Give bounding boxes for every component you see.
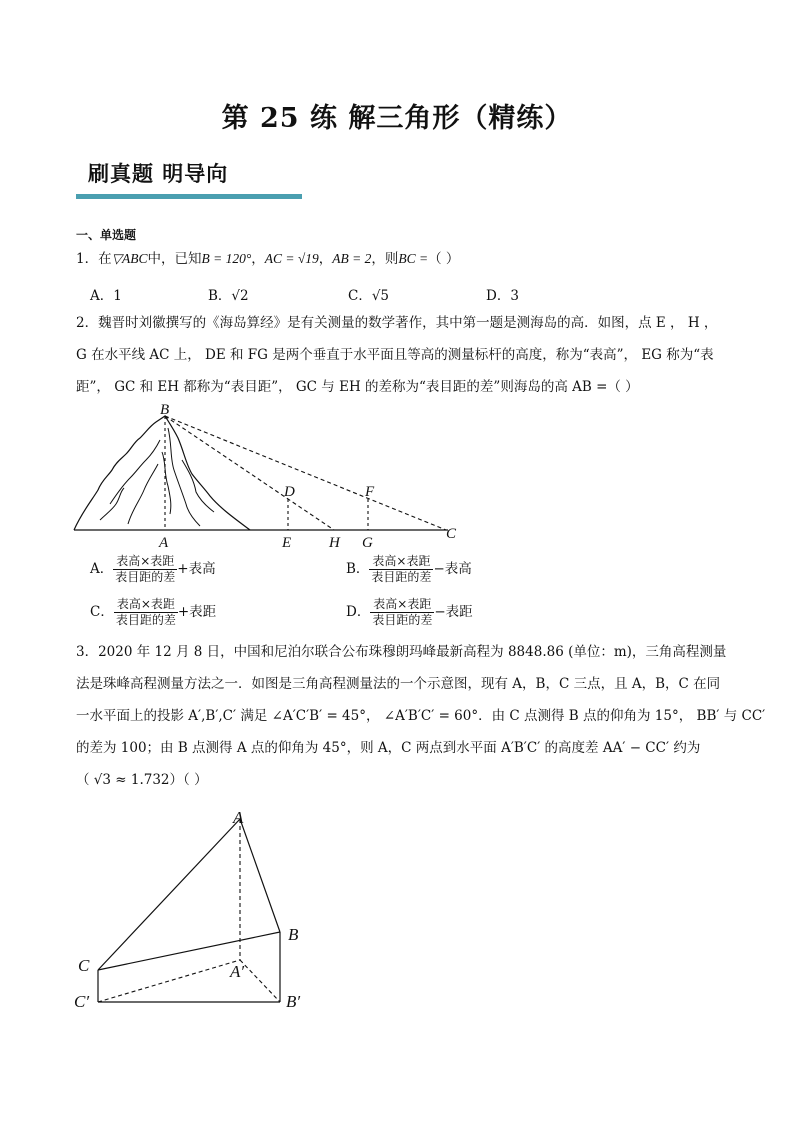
- q2-option-a-tail: 表高: [188, 561, 216, 577]
- label-a: A: [233, 808, 244, 827]
- q1-cond2: AC = √19: [264, 251, 319, 266]
- label-c-prime: C′: [74, 992, 90, 1011]
- edge-cb: [98, 932, 280, 970]
- fraction-denominator: 表目距的差: [371, 570, 432, 584]
- label-b-prime: B′: [286, 992, 301, 1011]
- label-b: B: [288, 925, 299, 944]
- q2-option-b-operator: −: [433, 561, 445, 577]
- q2-option-d-fraction: [370, 597, 434, 628]
- q2-option-d-tail: 表距: [445, 604, 473, 620]
- fraction-numerator: 表高×表距: [370, 597, 434, 613]
- q1-option-a[interactable]: A．1: [90, 288, 122, 304]
- island-contour: [182, 460, 214, 512]
- q3-line-4: 的差为 100；由 B 点测得 A 点的仰角为 45°，则 A，C 两点到水平面 A′B′C′ 的高度差 AA′ − CC′ 约为: [76, 740, 701, 756]
- q2-option-d-letter: D．: [346, 604, 371, 620]
- fraction-numerator: 表高×表距: [113, 554, 177, 570]
- q3-line-5: （ √3 ≈ 1.732）（ ）: [76, 772, 208, 788]
- q1-stem: 1．在▽ABC中，已知B = 120°，AC = √19，AB = 2，则BC =（ ）: [76, 251, 460, 267]
- q2-option-a[interactable]: [90, 554, 216, 585]
- label-g: G: [362, 535, 373, 551]
- q1-option-b[interactable]: B．√2: [208, 288, 249, 304]
- q1-cond1: B = 120°: [201, 251, 252, 266]
- q2-option-a-operator: +: [177, 561, 189, 577]
- page-title: 第 25 练 解三角形（精练）: [221, 103, 573, 134]
- q2-line-1: 2．魏晋时刘徽撰写的《海岛算经》是有关测量的数学著作，其中第一题是测海岛的高．如图，点 E ， H ，: [76, 315, 718, 331]
- q2-option-a-fraction: [113, 554, 177, 585]
- edge-ca: [98, 819, 240, 970]
- q3-line-2: 法是珠峰高程测量方法之一．如图是三角高程测量法的一个示意图，现有 A，B，C 三点，且 A，B，C 在同: [76, 676, 721, 692]
- q1-paren: （ ）: [428, 251, 460, 267]
- q1-triangle: ▽ABC: [111, 251, 148, 266]
- q2-option-d[interactable]: [346, 597, 473, 628]
- q1-stem-post: ，则: [371, 251, 399, 267]
- edge-a-b-base-hidden: [240, 960, 280, 1002]
- island-contour: [162, 452, 171, 514]
- q2-option-b-tail: 表高: [444, 561, 472, 577]
- label-c: C: [446, 526, 457, 542]
- q3-line-3: 一水平面上的投影 A′,B′,C′ 满足 ∠A′C′B′ = 45°， ∠A′B′C′ = 60°．由 C 点测得 B 点的仰角为 15°， BB′ 与 CC′: [76, 708, 766, 724]
- q2-option-c-tail: 表距: [189, 604, 217, 620]
- fraction-denominator: 表目距的差: [372, 613, 433, 627]
- fraction-denominator: 表目距的差: [115, 613, 176, 627]
- section-heading: 刷真题 明导向: [88, 161, 229, 186]
- fraction-numerator: 表高×表距: [369, 554, 433, 570]
- label-e: E: [282, 535, 292, 551]
- q1-cond3: AB = 2: [332, 251, 372, 266]
- q2-option-b[interactable]: [346, 554, 472, 585]
- q2-option-b-fraction: [369, 554, 433, 585]
- q2-option-a-letter: A．: [90, 561, 114, 577]
- q2-option-b-letter: B．: [346, 561, 370, 577]
- q2-line-3: 距”， GC 和 EH 都称为“表目距”， GC 与 EH 的差称为“表目距的差”则海岛的高 AB =（ ）: [76, 379, 639, 395]
- section-underline: [76, 194, 302, 199]
- q2-option-c[interactable]: [90, 597, 216, 628]
- sight-line-bc: [165, 416, 446, 530]
- q1-option-d[interactable]: D．3: [486, 288, 519, 304]
- fraction-numerator: 表高×表距: [114, 597, 178, 613]
- q2-option-c-fraction: [114, 597, 178, 628]
- q1-ask: BC =: [398, 251, 429, 266]
- q2-line-2: G 在水平线 AC 上， DE 和 FG 是两个垂直于水平面且等高的测量标杆的高度，称为“表高”， EG 称为“表: [76, 347, 714, 363]
- edge-c-a-base-hidden: [98, 960, 240, 1002]
- edge-ab: [240, 819, 280, 932]
- part-heading: 一、单选题: [76, 228, 137, 242]
- label-d: D: [284, 484, 295, 500]
- label-c: C: [78, 956, 90, 975]
- island-contour: [110, 440, 160, 504]
- island-contour: [128, 464, 158, 524]
- q1-stem-pre: 1．在: [76, 251, 112, 267]
- label-b: B: [160, 402, 170, 418]
- sight-line-bh: [165, 416, 334, 530]
- q2-option-d-operator: −: [434, 604, 446, 620]
- q3-prism-figure: [70, 805, 320, 1020]
- label-a-prime: A′: [230, 962, 245, 981]
- q2-option-c-operator: +: [177, 604, 190, 620]
- q3-line-1: 3．2020 年 12 月 8 日，中国和尼泊尔联合公布珠穆朗玛峰最新高程为 8848.86 (单位：m)，三角高程测量: [76, 644, 727, 660]
- label-h: H: [329, 535, 340, 551]
- fraction-denominator: 表目距的差: [115, 570, 176, 584]
- island-outline: [74, 416, 250, 530]
- island-contour: [100, 488, 124, 520]
- q2-option-c-letter: C．: [90, 604, 114, 620]
- q2-island-figure: [70, 400, 470, 552]
- q1-stem-mid: 中，已知: [147, 251, 202, 267]
- label-a: A: [159, 535, 169, 551]
- island-contour: [168, 428, 200, 526]
- q1-option-c[interactable]: C．√5: [348, 288, 390, 304]
- label-f: F: [365, 484, 375, 500]
